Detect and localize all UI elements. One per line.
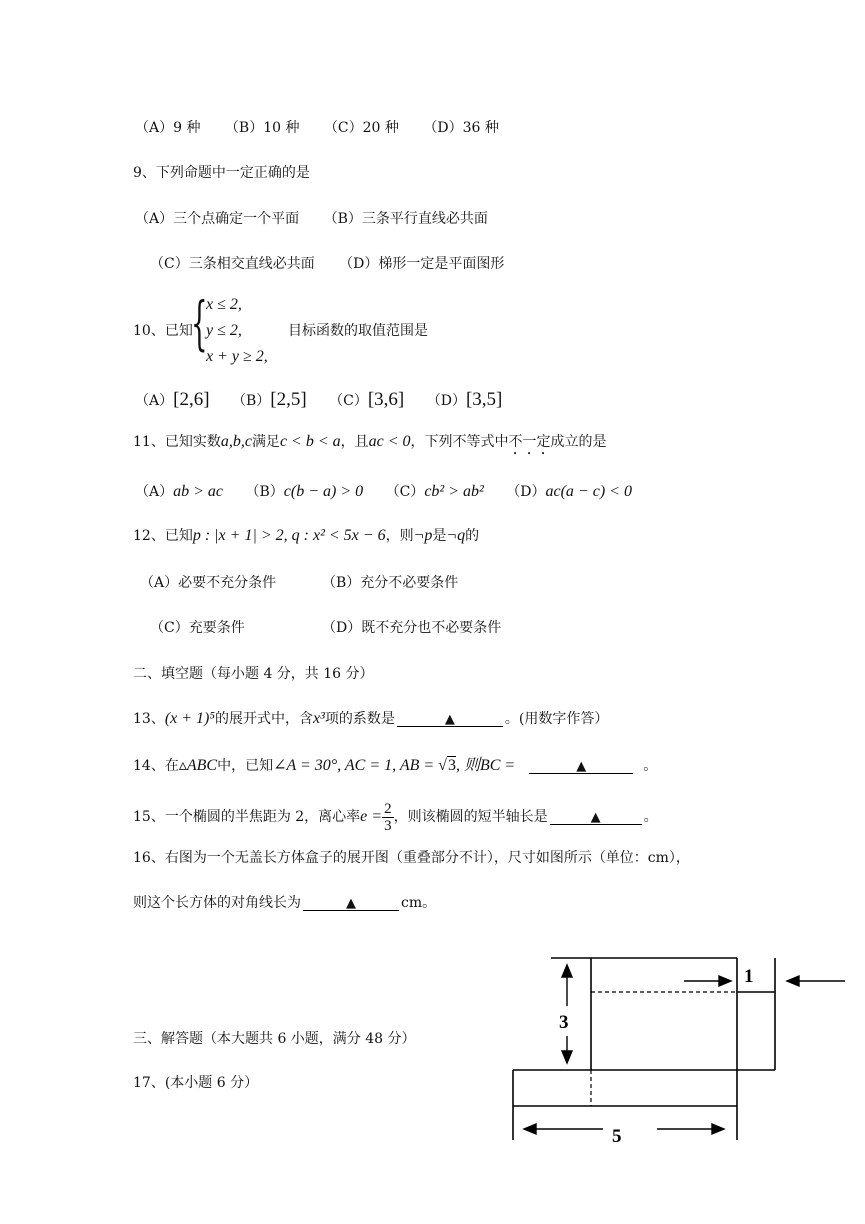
q10-system-line-2: y ≤ 2, [206, 322, 242, 339]
fig-arrow-3-down-head [562, 1051, 572, 1063]
q8-option-d: （D）36 种 [423, 120, 499, 136]
q14-part-3: , 则 [455, 757, 480, 774]
q14-part-1: 14、在 [133, 758, 179, 774]
q16-part-2: cm。 [401, 895, 437, 911]
q8-option-c: （C）20 种 [323, 120, 399, 136]
q13-blank-mark: ▲ [444, 712, 455, 727]
q10-system-line-3: x + y ≥ 2, [206, 348, 268, 365]
fig-arrow-5-right-head [712, 1124, 724, 1134]
q11-cond: c < b < a [279, 433, 341, 450]
q16-line-2 [133, 893, 436, 913]
q9-option-c: （C）三条相交直线必共面 [150, 256, 315, 272]
fig-label-5: 5 [612, 1126, 622, 1147]
q10-value-b: [2,5] [270, 389, 307, 410]
q12-stem [133, 526, 479, 546]
q10-value-c: [3,6] [367, 389, 405, 410]
q10-value-d: [3,5] [465, 389, 503, 410]
q10-prefix: 10、已知 [133, 323, 193, 339]
q16-answer-blank [303, 894, 399, 911]
fig-arrow-1-left-head [719, 976, 731, 986]
q15-fraction [382, 801, 394, 834]
q8-options [135, 118, 499, 138]
q10-value-a: [2,6] [173, 389, 210, 410]
q12-option-a: （A）必要不充分条件 [140, 575, 277, 591]
q13 [133, 709, 608, 729]
q15-e: e = [360, 808, 383, 825]
q14-triangle: ▵ABC [178, 757, 218, 774]
q14-part-2: 中，已知 [217, 758, 274, 774]
q11-emphasis: 不一定 [508, 434, 551, 450]
q12-formula: p : |x + 1| > 2, q : x² < 5x − 6 [192, 527, 386, 544]
q14-bc: BC = [479, 757, 516, 774]
section-2-heading: 二、填空题（每小题 4 分，共 16 分） [133, 666, 374, 682]
q15-part-1: 15、一个椭圆的半焦距为 2，离心率 [133, 809, 361, 825]
q8-option-b: （B）10 种 [224, 120, 300, 136]
fig-label-3: 3 [559, 1012, 569, 1033]
q10-label-a: （A） [135, 393, 174, 409]
q9-option-b: （B）三条平行直线必共面 [323, 211, 488, 227]
q11-part-3: ，且 [340, 434, 369, 450]
q15-part-2: ，则该椭圆的短半轴长是 [393, 809, 548, 825]
q11-label-c: （C） [385, 484, 425, 500]
q16-blank-mark: ▲ [346, 896, 356, 911]
q11-label-d: （D） [506, 484, 546, 500]
q10-options [135, 389, 502, 412]
q13-answer-blank [397, 710, 503, 727]
q10-suffix: 目标函数的取值范围是 [288, 323, 428, 339]
q12-part-4: 的 [465, 528, 480, 544]
q11-cond2: ac < 0 [368, 433, 411, 450]
q11-value-b: c(b − a) > 0 [283, 483, 364, 500]
q15-denominator: 3 [384, 817, 392, 834]
q12-part-3: 是 [432, 528, 447, 544]
q14-blank-mark: ▲ [576, 759, 587, 774]
q11-label-b: （B） [245, 484, 284, 500]
q9-options-row2 [150, 254, 504, 274]
q11-options [135, 482, 632, 502]
q11-value-c: cb² > ab² [424, 483, 484, 500]
q9-options-row1 [135, 209, 488, 229]
q11-value-a: ab > ac [173, 483, 224, 500]
q12-part-2: ，则 [385, 528, 414, 544]
q14-sqrt-sign: √ [438, 757, 447, 774]
q10-label-b: （B） [231, 393, 271, 409]
q15-answer-blank [550, 808, 642, 825]
q10-brace: { [191, 289, 208, 357]
q10-label-c: （C） [329, 393, 368, 409]
q11-part-1: 11、已知实数 [133, 434, 221, 450]
section-3-heading: 三、解答题（本大题共 6 小题，满分 48 分） [133, 1031, 416, 1047]
q12-option-c: （C）充要条件 [150, 620, 245, 636]
q11-part-5: 成立的是 [550, 434, 607, 450]
q13-part-3: 项的系数是 [324, 711, 395, 727]
q13-term: x³ [312, 710, 325, 727]
q17-heading: 17、(本小题 6 分） [133, 1075, 259, 1091]
q12-not-p: ¬p [413, 527, 433, 544]
q16-line-1: 16、右图为一个无盖长方体盒子的展开图（重叠部分不计），尺寸如图所示（单位：cm）， [133, 850, 690, 866]
fig-arrow-5-left-head [524, 1124, 536, 1134]
q14-part-4: 。 [643, 758, 658, 774]
q11-vars: a,b,c [220, 433, 252, 450]
q15-numerator: 2 [384, 800, 392, 817]
fig-arrow-1-right-head [787, 976, 799, 986]
q11-value-d: ac(a − c) < 0 [545, 483, 632, 500]
q10-system-line-1: x ≤ 2, [206, 296, 242, 313]
q11-part-4: ，下列不等式中 [410, 434, 509, 450]
q15-blank-mark: ▲ [590, 810, 601, 825]
q13-expr: (x + 1)⁵ [164, 710, 215, 727]
q14-answer-blank [529, 757, 633, 774]
q9-stem: 9、下列命题中一定正确的是 [133, 165, 310, 181]
q13-part-4: 。(用数字作答） [504, 711, 609, 727]
q12-not-q: ¬q [446, 527, 466, 544]
q13-part-2: 的展开式中，含 [214, 711, 313, 727]
q9-option-a: （A）三个点确定一个平面 [135, 211, 300, 227]
q12-part-1: 12、已知 [133, 528, 193, 544]
q8-option-a: （A）9 种 [135, 120, 201, 136]
q14 [133, 756, 657, 776]
q9-option-d: （D）梯形一定是平面图形 [339, 256, 505, 272]
q14-sqrt-value: 3 [447, 757, 456, 774]
q11-stem [133, 432, 607, 458]
fig-label-1: 1 [744, 966, 754, 987]
q15-part-3: 。 [643, 809, 658, 825]
fig-arrow-3-up-head [562, 965, 572, 977]
q13-part-1: 13、 [133, 711, 165, 727]
q10-label-d: （D） [426, 393, 466, 409]
q11-part-2: 满足 [251, 434, 280, 450]
q16-part-1: 则这个长方体的对角线长为 [133, 895, 301, 911]
q10-system [206, 292, 268, 370]
q12-option-d: （D）既不充分也不必要条件 [322, 620, 502, 636]
q15 [133, 800, 658, 834]
q14-condition: ∠A = 30°, AC = 1, AB = [273, 757, 439, 774]
q12-option-b: （B）充分不必要条件 [322, 575, 459, 591]
q11-label-a: （A） [135, 484, 174, 500]
